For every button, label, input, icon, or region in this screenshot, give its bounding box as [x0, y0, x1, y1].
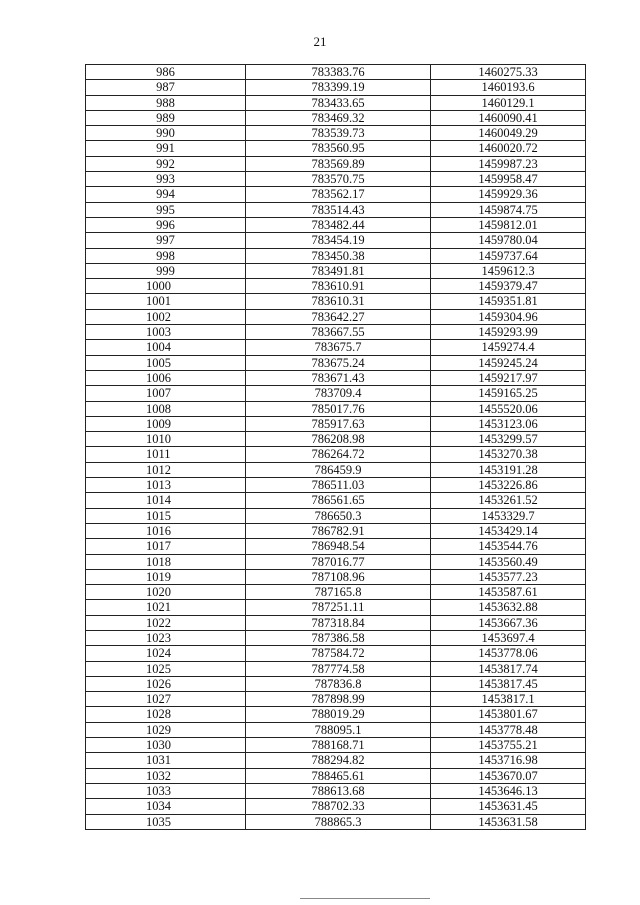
y-coordinate-cell: 1460049.29	[431, 126, 586, 141]
point-number-cell: 1025	[86, 661, 246, 676]
table-row	[86, 340, 586, 355]
table-row	[86, 814, 586, 829]
x-coordinate-cell: 788294.82	[246, 753, 431, 768]
point-number-cell: 1015	[86, 508, 246, 523]
y-coordinate-cell: 1453817.1	[431, 692, 586, 707]
point-number-cell: 1017	[86, 539, 246, 554]
table-row	[86, 65, 586, 80]
table-row	[86, 416, 586, 431]
y-coordinate-cell: 1453191.28	[431, 462, 586, 477]
table-row	[86, 432, 586, 447]
table-row	[86, 799, 586, 814]
y-coordinate-cell: 1459217.97	[431, 370, 586, 385]
point-number-cell: 987	[86, 80, 246, 95]
point-number-cell: 993	[86, 172, 246, 187]
table-row	[86, 462, 586, 477]
x-coordinate-cell: 786948.54	[246, 539, 431, 554]
y-coordinate-cell: 1453587.61	[431, 585, 586, 600]
point-number-cell: 1011	[86, 447, 246, 462]
table-row	[86, 753, 586, 768]
point-number-cell: 1009	[86, 416, 246, 431]
x-coordinate-cell: 783433.65	[246, 95, 431, 110]
y-coordinate-cell: 1453544.76	[431, 539, 586, 554]
x-coordinate-cell: 783675.24	[246, 355, 431, 370]
table-row	[86, 722, 586, 737]
x-coordinate-cell: 786650.3	[246, 508, 431, 523]
table-row	[86, 217, 586, 232]
point-number-cell: 1033	[86, 783, 246, 798]
table-row	[86, 554, 586, 569]
point-number-cell: 1034	[86, 799, 246, 814]
point-number-cell: 998	[86, 248, 246, 263]
point-number-cell: 1029	[86, 722, 246, 737]
point-number-cell: 995	[86, 202, 246, 217]
y-coordinate-cell: 1453429.14	[431, 523, 586, 538]
x-coordinate-cell: 783539.73	[246, 126, 431, 141]
table-row	[86, 692, 586, 707]
y-coordinate-cell: 1459929.36	[431, 187, 586, 202]
table-row	[86, 478, 586, 493]
x-coordinate-cell: 788168.71	[246, 738, 431, 753]
x-coordinate-cell: 783610.31	[246, 294, 431, 309]
y-coordinate-cell: 1453631.45	[431, 799, 586, 814]
table-row	[86, 508, 586, 523]
y-coordinate-cell: 1453817.45	[431, 676, 586, 691]
point-number-cell: 1024	[86, 646, 246, 661]
table-row	[86, 187, 586, 202]
x-coordinate-cell: 787386.58	[246, 630, 431, 645]
coordinates-table-body	[86, 65, 586, 830]
x-coordinate-cell: 787836.8	[246, 676, 431, 691]
point-number-cell: 1035	[86, 814, 246, 829]
y-coordinate-cell: 1453299.57	[431, 432, 586, 447]
x-coordinate-cell: 788865.3	[246, 814, 431, 829]
x-coordinate-cell: 783562.17	[246, 187, 431, 202]
x-coordinate-cell: 786208.98	[246, 432, 431, 447]
y-coordinate-cell: 1453697.4	[431, 630, 586, 645]
x-coordinate-cell: 788465.61	[246, 768, 431, 783]
x-coordinate-cell: 787108.96	[246, 569, 431, 584]
y-coordinate-cell: 1459780.04	[431, 233, 586, 248]
y-coordinate-cell: 1453667.36	[431, 615, 586, 630]
y-coordinate-cell: 1459987.23	[431, 156, 586, 171]
table-row	[86, 630, 586, 645]
x-coordinate-cell: 786782.91	[246, 523, 431, 538]
table-row	[86, 110, 586, 125]
x-coordinate-cell: 786511.03	[246, 478, 431, 493]
point-number-cell: 1010	[86, 432, 246, 447]
x-coordinate-cell: 785917.63	[246, 416, 431, 431]
point-number-cell: 1003	[86, 325, 246, 340]
table-row	[86, 279, 586, 294]
point-number-cell: 1032	[86, 768, 246, 783]
point-number-cell: 1008	[86, 401, 246, 416]
x-coordinate-cell: 787318.84	[246, 615, 431, 630]
x-coordinate-cell: 785017.76	[246, 401, 431, 416]
point-number-cell: 988	[86, 95, 246, 110]
y-coordinate-cell: 1453631.58	[431, 814, 586, 829]
point-number-cell: 1019	[86, 569, 246, 584]
y-coordinate-cell: 1459165.25	[431, 386, 586, 401]
table-row	[86, 646, 586, 661]
x-coordinate-cell: 783454.19	[246, 233, 431, 248]
point-number-cell: 999	[86, 263, 246, 278]
table-row	[86, 355, 586, 370]
x-coordinate-cell: 787016.77	[246, 554, 431, 569]
table-row	[86, 783, 586, 798]
y-coordinate-cell: 1455520.06	[431, 401, 586, 416]
x-coordinate-cell: 786459.9	[246, 462, 431, 477]
y-coordinate-cell: 1453646.13	[431, 783, 586, 798]
table-row	[86, 615, 586, 630]
page-number: 21	[313, 34, 327, 49]
y-coordinate-cell: 1453716.98	[431, 753, 586, 768]
point-number-cell: 1007	[86, 386, 246, 401]
table-row	[86, 126, 586, 141]
y-coordinate-cell: 1459812.01	[431, 217, 586, 232]
y-coordinate-cell: 1453801.67	[431, 707, 586, 722]
point-number-cell: 1021	[86, 600, 246, 615]
y-coordinate-cell: 1460193.6	[431, 80, 586, 95]
table-row	[86, 569, 586, 584]
x-coordinate-cell: 783560.95	[246, 141, 431, 156]
y-coordinate-cell: 1453226.86	[431, 478, 586, 493]
table-row	[86, 325, 586, 340]
point-number-cell: 1000	[86, 279, 246, 294]
y-coordinate-cell: 1459612.3	[431, 263, 586, 278]
table-row	[86, 447, 586, 462]
y-coordinate-cell: 1453329.7	[431, 508, 586, 523]
x-coordinate-cell: 783514.43	[246, 202, 431, 217]
x-coordinate-cell: 788019.29	[246, 707, 431, 722]
x-coordinate-cell: 783709.4	[246, 386, 431, 401]
point-number-cell: 992	[86, 156, 246, 171]
y-coordinate-cell: 1453261.52	[431, 493, 586, 508]
x-coordinate-cell: 787584.72	[246, 646, 431, 661]
table-row	[86, 539, 586, 554]
y-coordinate-cell: 1459958.47	[431, 172, 586, 187]
table-row	[86, 309, 586, 324]
x-coordinate-cell: 783569.89	[246, 156, 431, 171]
table-row	[86, 156, 586, 171]
x-coordinate-cell: 788613.68	[246, 783, 431, 798]
point-number-cell: 1020	[86, 585, 246, 600]
point-number-cell: 1014	[86, 493, 246, 508]
table-row	[86, 370, 586, 385]
y-coordinate-cell: 1453817.74	[431, 661, 586, 676]
x-coordinate-cell: 786264.72	[246, 447, 431, 462]
table-row	[86, 248, 586, 263]
y-coordinate-cell: 1459293.99	[431, 325, 586, 340]
point-number-cell: 1027	[86, 692, 246, 707]
table-row	[86, 80, 586, 95]
x-coordinate-cell: 783671.43	[246, 370, 431, 385]
y-coordinate-cell: 1459874.75	[431, 202, 586, 217]
point-number-cell: 1022	[86, 615, 246, 630]
table-row	[86, 386, 586, 401]
x-coordinate-cell: 787898.99	[246, 692, 431, 707]
table-row	[86, 676, 586, 691]
y-coordinate-cell: 1453670.07	[431, 768, 586, 783]
point-number-cell: 1001	[86, 294, 246, 309]
table-row	[86, 707, 586, 722]
y-coordinate-cell: 1460020.72	[431, 141, 586, 156]
y-coordinate-cell: 1453560.49	[431, 554, 586, 569]
point-number-cell: 1012	[86, 462, 246, 477]
point-number-cell: 1013	[86, 478, 246, 493]
y-coordinate-cell: 1459379.47	[431, 279, 586, 294]
table-row	[86, 202, 586, 217]
point-number-cell: 986	[86, 65, 246, 80]
point-number-cell: 1002	[86, 309, 246, 324]
y-coordinate-cell: 1453778.06	[431, 646, 586, 661]
point-number-cell: 1018	[86, 554, 246, 569]
table-row	[86, 768, 586, 783]
x-coordinate-cell: 787774.58	[246, 661, 431, 676]
x-coordinate-cell: 783450.38	[246, 248, 431, 263]
x-coordinate-cell: 787165.8	[246, 585, 431, 600]
x-coordinate-cell: 783642.27	[246, 309, 431, 324]
y-coordinate-cell: 1460275.33	[431, 65, 586, 80]
x-coordinate-cell: 783667.55	[246, 325, 431, 340]
table-row	[86, 294, 586, 309]
point-number-cell: 1030	[86, 738, 246, 753]
table-row	[86, 233, 586, 248]
y-coordinate-cell: 1460129.1	[431, 95, 586, 110]
table-row	[86, 585, 586, 600]
point-number-cell: 1026	[86, 676, 246, 691]
y-coordinate-cell: 1453778.48	[431, 722, 586, 737]
x-coordinate-cell: 783491.81	[246, 263, 431, 278]
x-coordinate-cell: 786561.65	[246, 493, 431, 508]
table-row	[86, 661, 586, 676]
y-coordinate-cell: 1459274.4	[431, 340, 586, 355]
x-coordinate-cell: 783482.44	[246, 217, 431, 232]
footer-divider	[300, 898, 430, 899]
x-coordinate-cell: 783383.76	[246, 65, 431, 80]
x-coordinate-cell: 783610.91	[246, 279, 431, 294]
y-coordinate-cell: 1453755.21	[431, 738, 586, 753]
x-coordinate-cell: 783469.32	[246, 110, 431, 125]
point-number-cell: 1006	[86, 370, 246, 385]
point-number-cell: 990	[86, 126, 246, 141]
point-number-cell: 1016	[86, 523, 246, 538]
x-coordinate-cell: 788095.1	[246, 722, 431, 737]
x-coordinate-cell: 788702.33	[246, 799, 431, 814]
table-row	[86, 738, 586, 753]
table-row	[86, 493, 586, 508]
point-number-cell: 1004	[86, 340, 246, 355]
y-coordinate-cell: 1453123.06	[431, 416, 586, 431]
y-coordinate-cell: 1459351.81	[431, 294, 586, 309]
point-number-cell: 991	[86, 141, 246, 156]
y-coordinate-cell: 1453270.38	[431, 447, 586, 462]
table-row	[86, 523, 586, 538]
x-coordinate-cell: 783399.19	[246, 80, 431, 95]
table-row	[86, 95, 586, 110]
point-number-cell: 1005	[86, 355, 246, 370]
y-coordinate-cell: 1453577.23	[431, 569, 586, 584]
table-row	[86, 172, 586, 187]
x-coordinate-cell: 783675.7	[246, 340, 431, 355]
coordinates-table	[85, 64, 586, 830]
x-coordinate-cell: 783570.75	[246, 172, 431, 187]
point-number-cell: 989	[86, 110, 246, 125]
point-number-cell: 1023	[86, 630, 246, 645]
y-coordinate-cell: 1460090.41	[431, 110, 586, 125]
table-row	[86, 263, 586, 278]
point-number-cell: 994	[86, 187, 246, 202]
point-number-cell: 996	[86, 217, 246, 232]
point-number-cell: 1028	[86, 707, 246, 722]
y-coordinate-cell: 1459245.24	[431, 355, 586, 370]
y-coordinate-cell: 1459304.96	[431, 309, 586, 324]
x-coordinate-cell: 787251.11	[246, 600, 431, 615]
point-number-cell: 1031	[86, 753, 246, 768]
y-coordinate-cell: 1459737.64	[431, 248, 586, 263]
table-row	[86, 401, 586, 416]
table-row	[86, 600, 586, 615]
y-coordinate-cell: 1453632.88	[431, 600, 586, 615]
point-number-cell: 997	[86, 233, 246, 248]
table-row	[86, 141, 586, 156]
